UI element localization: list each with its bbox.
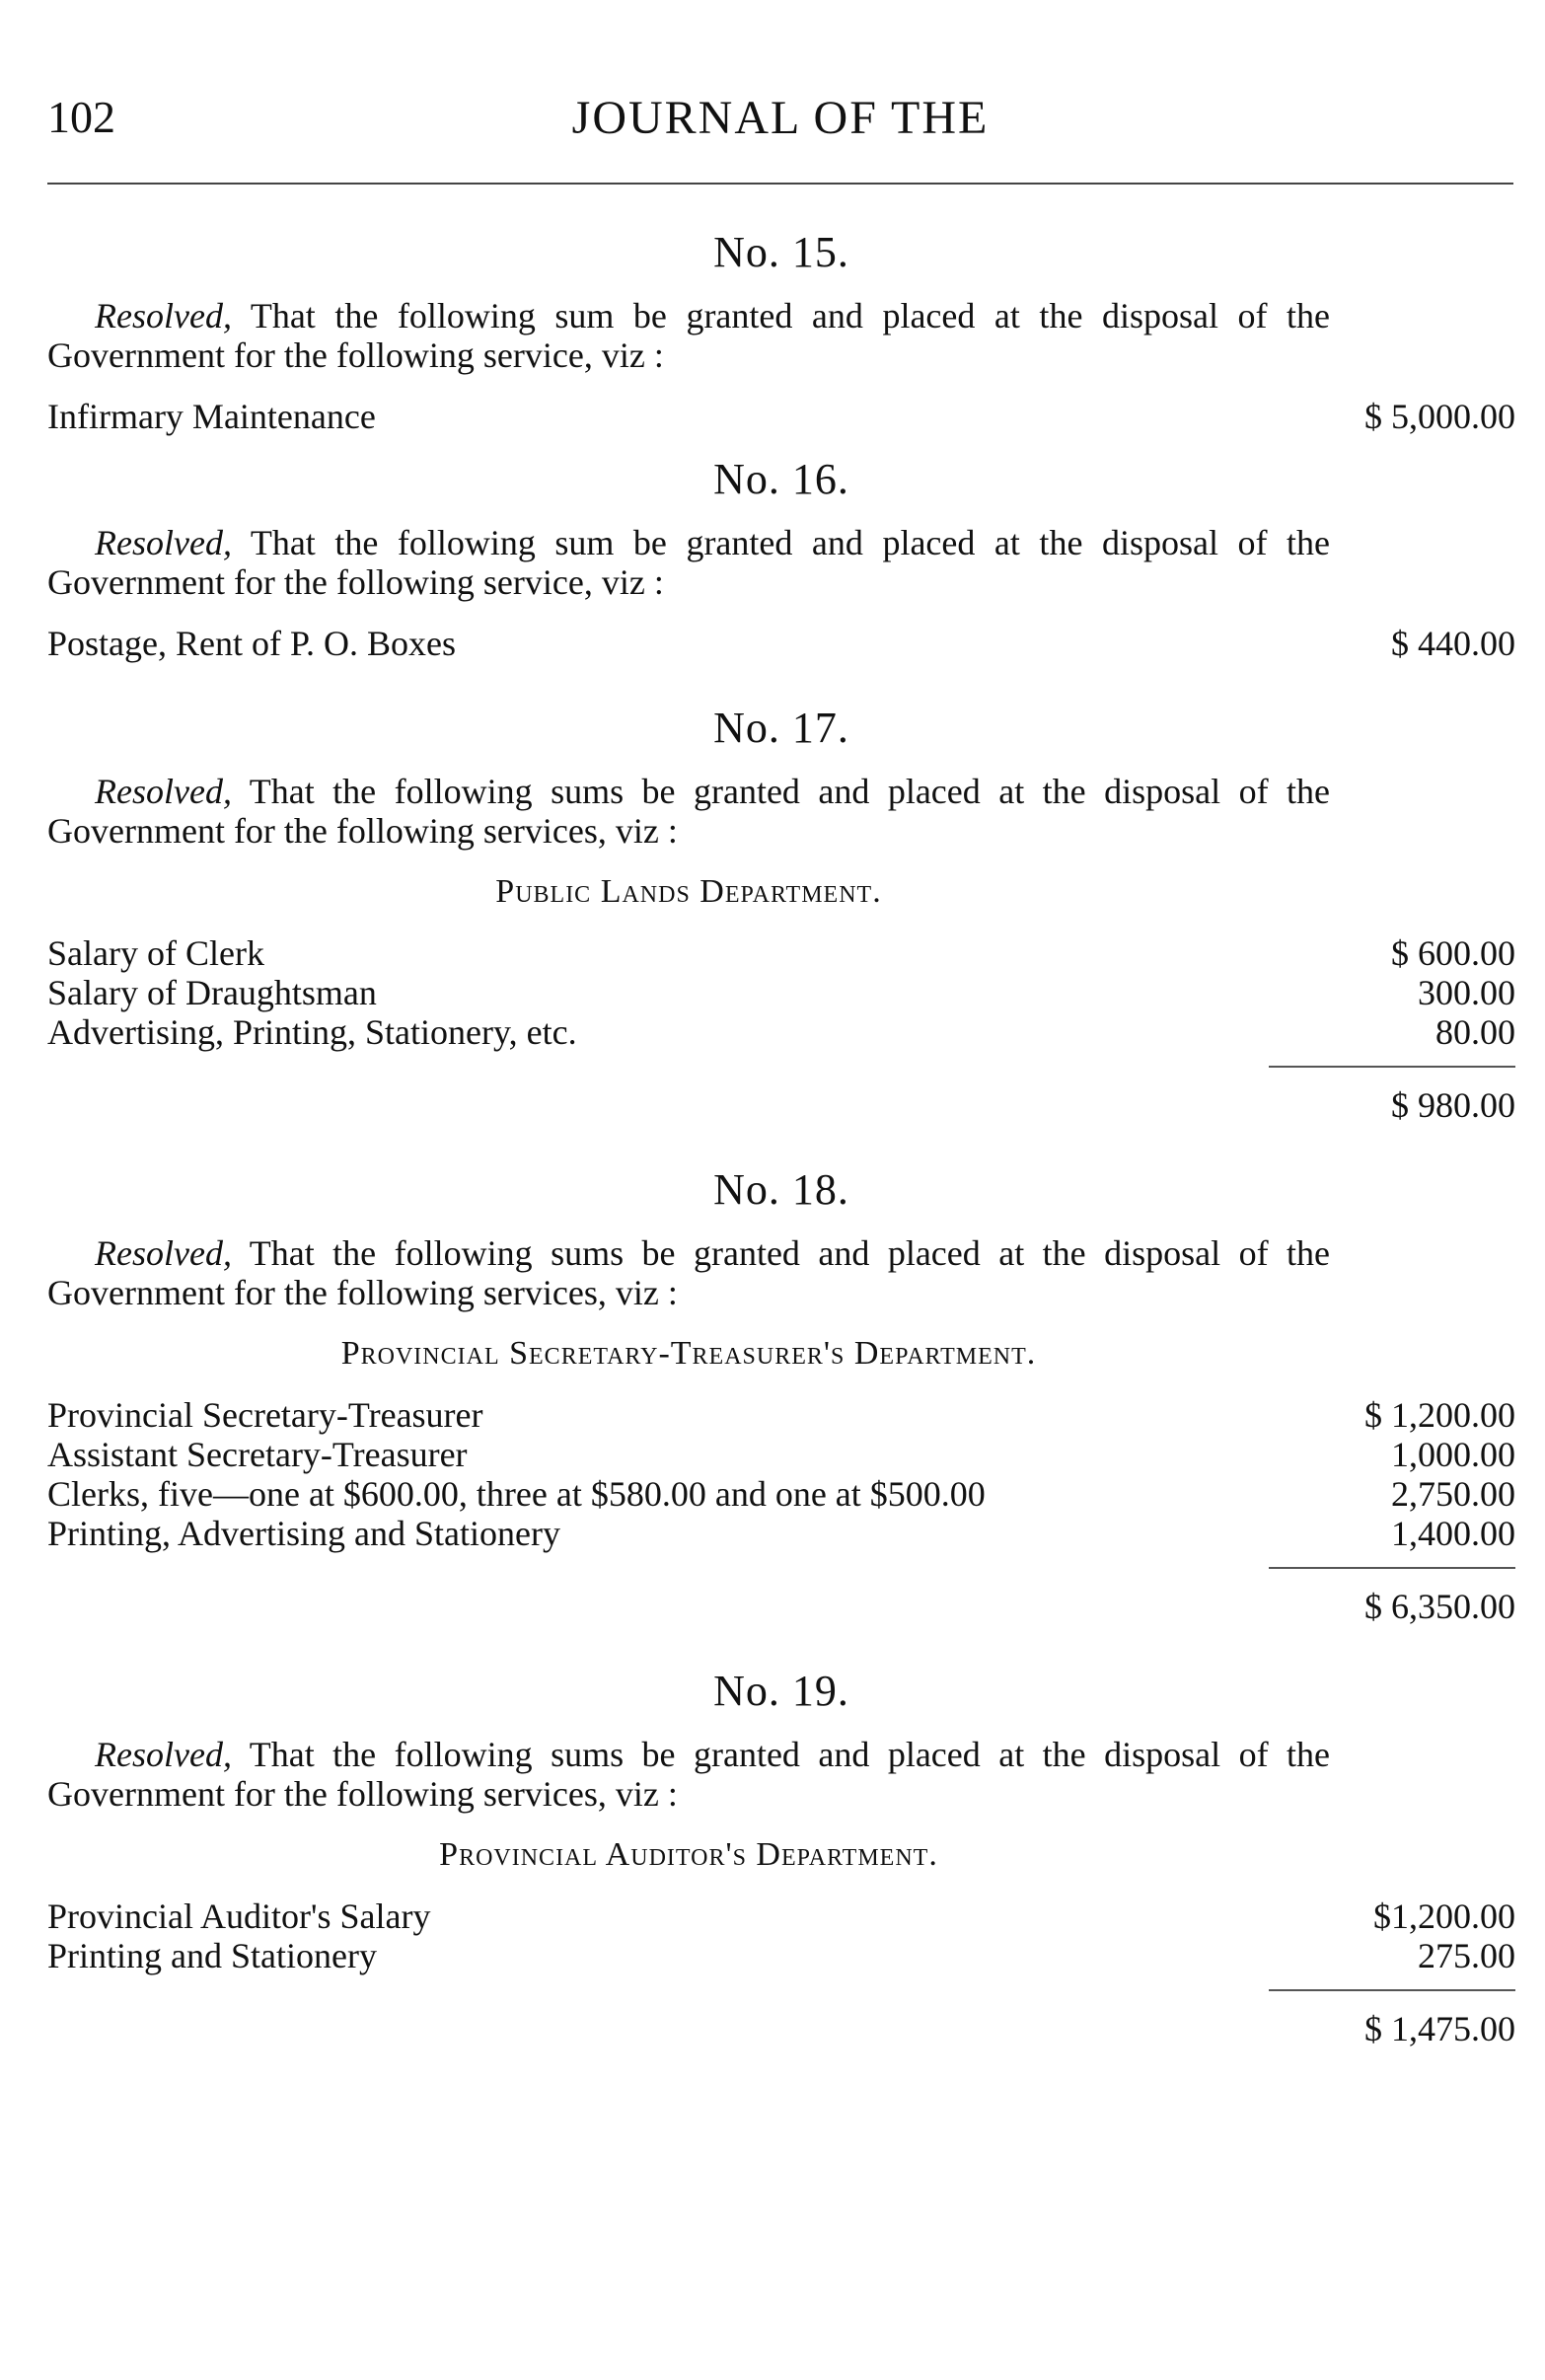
line-item: [47, 1012, 1515, 1052]
total-rule: [1269, 1989, 1515, 1991]
running-title: JOURNAL OF THE: [571, 92, 990, 144]
resolution-19: [47, 1666, 1515, 2048]
resolution-15: [47, 227, 1515, 436]
total-rule: [1269, 1066, 1515, 1068]
line-item: [47, 1514, 1515, 1553]
item-label: Provincial Auditor's Salary: [47, 1897, 431, 1936]
resolved-word: Resolved,: [95, 296, 232, 335]
resolution-body: That the following sum be granted and placed at the disposal of the Government for the following service, viz :: [47, 296, 1330, 375]
resolution-text: [47, 1735, 1330, 1814]
line-item: [47, 933, 1515, 973]
resolution-text: [47, 772, 1330, 851]
item-label: Provincial Secretary-Treasurer: [47, 1395, 483, 1435]
resolution-17: [47, 703, 1515, 1125]
total-rule: [1269, 1567, 1515, 1569]
resolution-body: That the following sum be granted and placed at the disposal of the Government for the following service, viz :: [47, 523, 1330, 602]
item-amount: $1,200.00: [1373, 1897, 1515, 1936]
resolution-number: No. 17.: [713, 704, 849, 752]
item-amount: $ 1,200.00: [1364, 1395, 1515, 1435]
department-heading: Public Lands Department.: [495, 873, 882, 910]
item-amount: 1,400.00: [1391, 1514, 1515, 1553]
line-item: [47, 624, 1515, 663]
resolution-number: No. 15.: [713, 228, 849, 276]
total-amount: $ 1,475.00: [1364, 2009, 1515, 2048]
line-item: [47, 1936, 1515, 1975]
item-label: Salary of Draughtsman: [47, 973, 377, 1012]
resolution-text: [47, 296, 1330, 375]
line-item: [47, 397, 1515, 436]
department-heading: Provincial Secretary-Treasurer's Department.: [340, 1335, 1037, 1372]
item-label: Printing and Stationery: [47, 1936, 377, 1975]
item-amount: $ 600.00: [1391, 933, 1515, 973]
resolution-number: No. 18.: [713, 1165, 849, 1214]
line-item: [47, 1897, 1515, 1936]
resolved-word: Resolved,: [95, 1233, 232, 1273]
resolved-word: Resolved,: [95, 523, 232, 562]
resolution-18: [47, 1164, 1515, 1626]
page-header: [47, 91, 1513, 160]
item-amount: 300.00: [1418, 973, 1515, 1012]
item-amount: 275.00: [1418, 1936, 1515, 1975]
line-item: [47, 1395, 1515, 1435]
page-number: 102: [47, 92, 115, 142]
line-item: [47, 973, 1515, 1012]
item-label: Salary of Clerk: [47, 933, 264, 973]
item-label: Postage, Rent of P. O. Boxes: [47, 624, 456, 663]
item-amount: 1,000.00: [1391, 1435, 1515, 1474]
line-item: [47, 1435, 1515, 1474]
resolved-word: Resolved,: [95, 772, 232, 811]
line-item: [47, 1474, 1515, 1514]
item-amount: 2,750.00: [1391, 1474, 1515, 1514]
item-label: Clerks, five—one at $600.00, three at $580.00 and one at $500.00: [47, 1474, 986, 1514]
item-amount: $ 440.00: [1391, 624, 1515, 663]
header-rule: [47, 183, 1513, 185]
total-amount: $ 6,350.00: [1364, 1587, 1515, 1626]
resolution-body: That the following sums be granted and placed at the disposal of the Government for the following services, viz :: [47, 772, 1330, 851]
item-label: Printing, Advertising and Stationery: [47, 1514, 560, 1553]
item-label: Infirmary Maintenance: [47, 397, 376, 436]
resolution-body: That the following sums be granted and placed at the disposal of the Government for the following services, viz :: [47, 1233, 1330, 1312]
department-heading: Provincial Auditor's Department.: [439, 1836, 938, 1873]
journal-content: [47, 227, 1515, 2048]
item-label: Assistant Secretary-Treasurer: [47, 1435, 468, 1474]
resolution-number: No. 16.: [713, 455, 849, 503]
resolution-16: [47, 454, 1515, 663]
resolution-body: That the following sums be granted and placed at the disposal of the Government for the following services, viz :: [47, 1735, 1330, 1814]
resolved-word: Resolved,: [95, 1735, 232, 1774]
item-label: Advertising, Printing, Stationery, etc.: [47, 1012, 577, 1052]
total-amount: $ 980.00: [1391, 1085, 1515, 1125]
item-amount: $ 5,000.00: [1364, 397, 1515, 436]
item-amount: 80.00: [1435, 1012, 1515, 1052]
resolution-text: [47, 523, 1330, 602]
resolution-text: [47, 1233, 1330, 1312]
resolution-number: No. 19.: [713, 1667, 849, 1715]
